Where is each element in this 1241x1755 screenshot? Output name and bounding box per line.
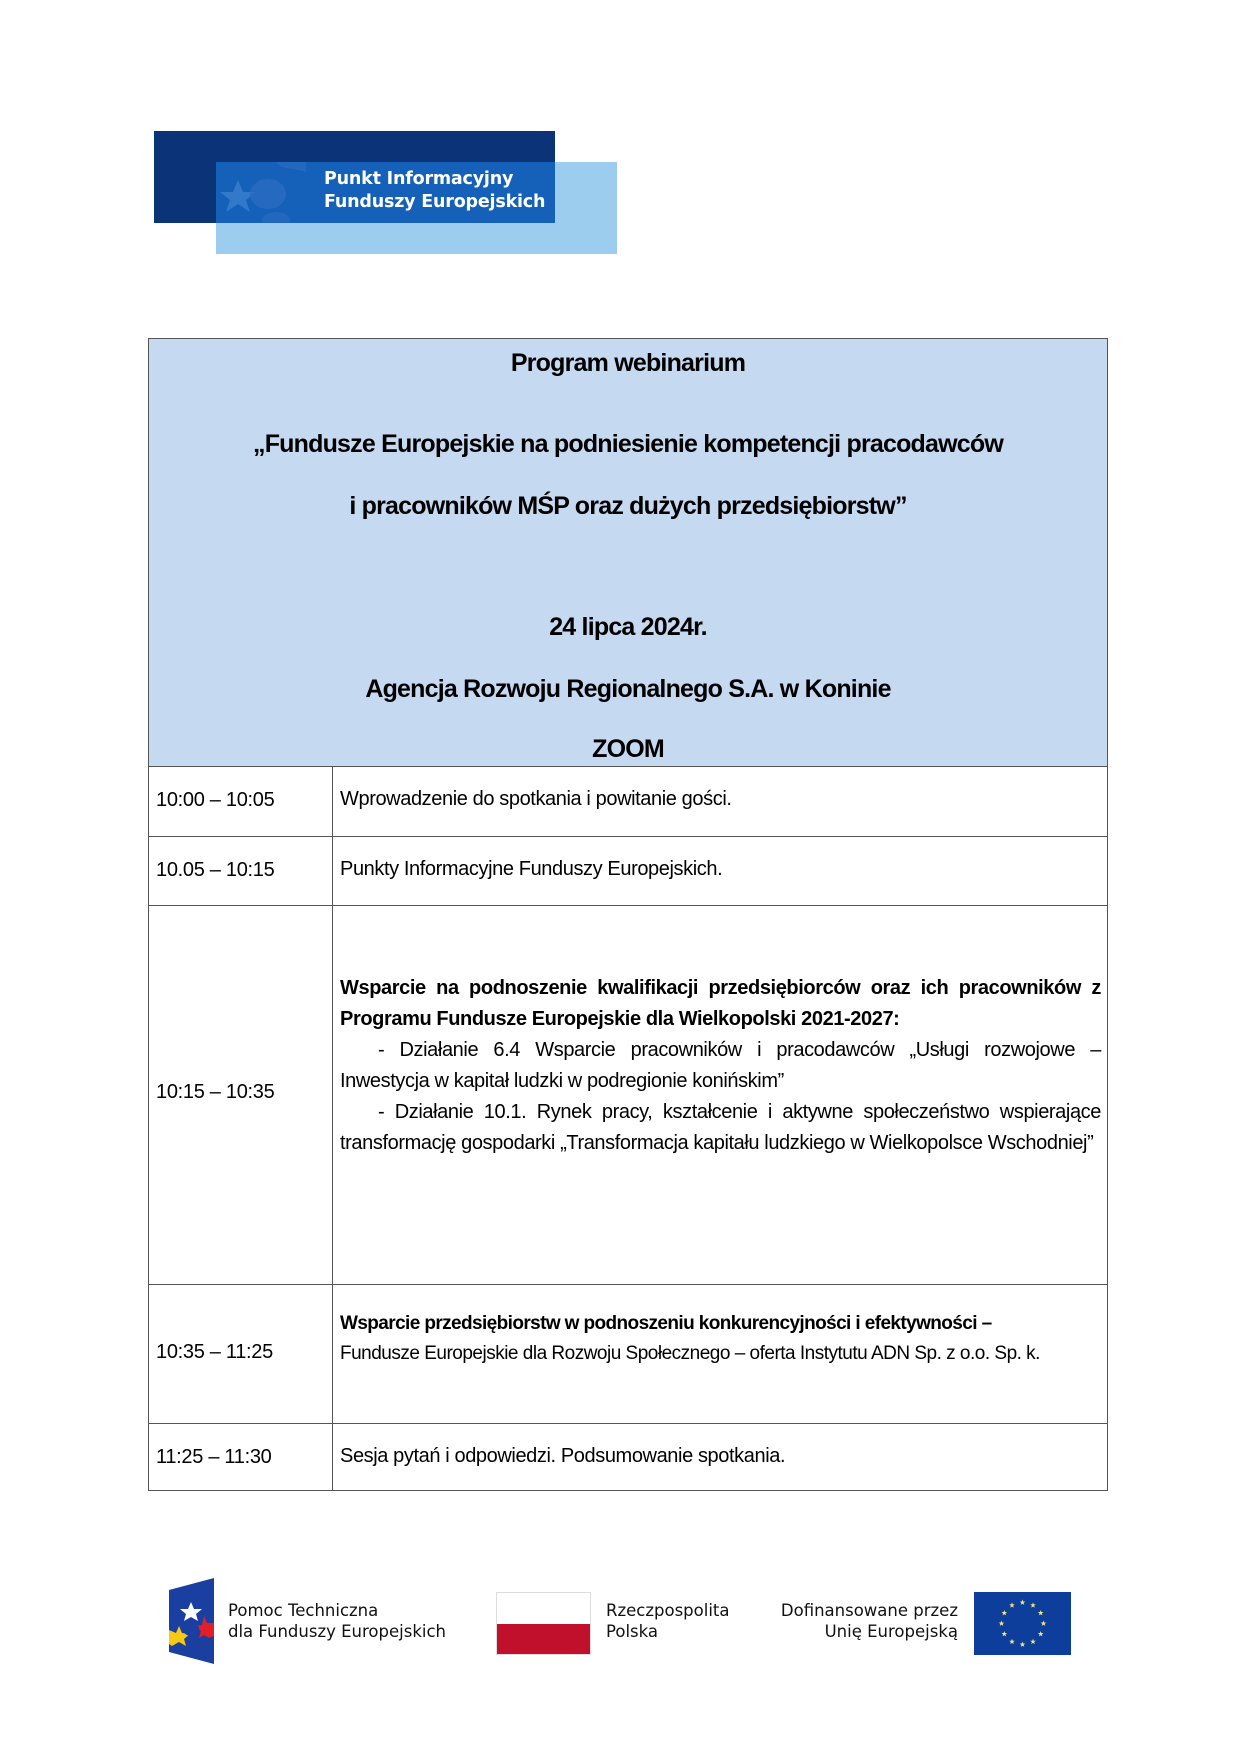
- logo-line-2: Funduszy Europejskich: [324, 192, 546, 212]
- agenda-row: [149, 767, 1107, 837]
- agenda-time: 10.05 – 10:15: [156, 859, 275, 881]
- logo-line-1: Punkt Informacyjny: [324, 169, 514, 189]
- agenda-heading: Wsparcie przedsiębiorstw w podnoszeniu konkurencyjności i efektywności –: [340, 1313, 992, 1334]
- pl-text: [606, 1600, 730, 1642]
- webinar-title-line-1: „Fundusze Europejskie na podniesienie kompetencji pracodawców: [253, 430, 1003, 458]
- eu-line-1: Dofinansowane przez: [780, 1601, 958, 1620]
- agenda-description: [340, 1309, 1101, 1369]
- agenda-header: [149, 339, 1107, 767]
- eu-flag-icon: [974, 1592, 1071, 1655]
- agenda-time: 11:25 – 11:30: [156, 1446, 272, 1468]
- fe-logo-line-1: Pomoc Techniczna: [228, 1601, 379, 1620]
- eu-line-2: Unię Europejską: [824, 1622, 958, 1641]
- agenda-description: Punkty Informacyjne Funduszy Europejskich.: [340, 858, 723, 880]
- fe-logo-line-2: dla Funduszy Europejskich: [228, 1622, 446, 1641]
- eu-text: [760, 1600, 958, 1642]
- program-title: Program webinarium: [510, 349, 746, 377]
- agenda-time: 10:35 – 11:25: [156, 1341, 273, 1363]
- polish-flag-icon: [496, 1592, 591, 1655]
- logo-text: [324, 168, 545, 214]
- agenda-heading: Wsparcie na podnoszenie kwalifikacji przedsiębiorców oraz ich pracowników z Programu Fundusze Europejskie dla Wielkopolski 2021-2027:: [340, 977, 1101, 1030]
- agenda-time: 10:00 – 10:05: [156, 789, 275, 811]
- agenda-item: - Działanie 6.4 Wsparcie pracowników i pracodawców „Usługi rozwojowe – Inwestycja w kapitał ludzki w podregionie konińskim”: [340, 1039, 1101, 1092]
- eu-stars-logo-icon: [216, 162, 306, 223]
- agenda-description: Sesja pytań i odpowiedzi. Podsumowanie spotkania.: [340, 1445, 786, 1467]
- event-date: 24 lipca 2024r.: [549, 613, 707, 641]
- agenda-description: Wprowadzenie do spotkania i powitanie gości.: [340, 788, 732, 810]
- webinar-title-line-2: i pracowników MŚP oraz dużych przedsiębiorstw”: [349, 492, 907, 520]
- agenda-time: 10:15 – 10:35: [156, 1081, 275, 1103]
- agenda-row: [149, 906, 1107, 1285]
- agenda-item: - Działanie 10.1. Rynek pracy, kształcenie i aktywne społeczeństwo wspierające transformację gospodarki „Transformacja kapitału ludzkiego w Wielkopolsce Wschodniej”: [340, 1101, 1101, 1154]
- fundusze-europejskie-logo-icon: [169, 1578, 214, 1664]
- agenda-row: [149, 1285, 1107, 1424]
- agenda-text: Fundusze Europejskie dla Rozwoju Społecznego – oferta Instytutu ADN Sp. z o.o. Sp. k.: [340, 1343, 1040, 1364]
- pl-line-2: Polska: [606, 1622, 659, 1641]
- agenda-row: [149, 1424, 1107, 1492]
- agenda-table: [148, 338, 1108, 1491]
- agenda-description: [340, 973, 1101, 1159]
- agenda-row: [149, 837, 1107, 906]
- fe-logo-text: [228, 1600, 446, 1642]
- pl-line-1: Rzeczpospolita: [606, 1601, 730, 1620]
- platform: ZOOM: [592, 735, 664, 763]
- organizer: Agencja Rozwoju Regionalnego S.A. w Koninie: [365, 675, 891, 703]
